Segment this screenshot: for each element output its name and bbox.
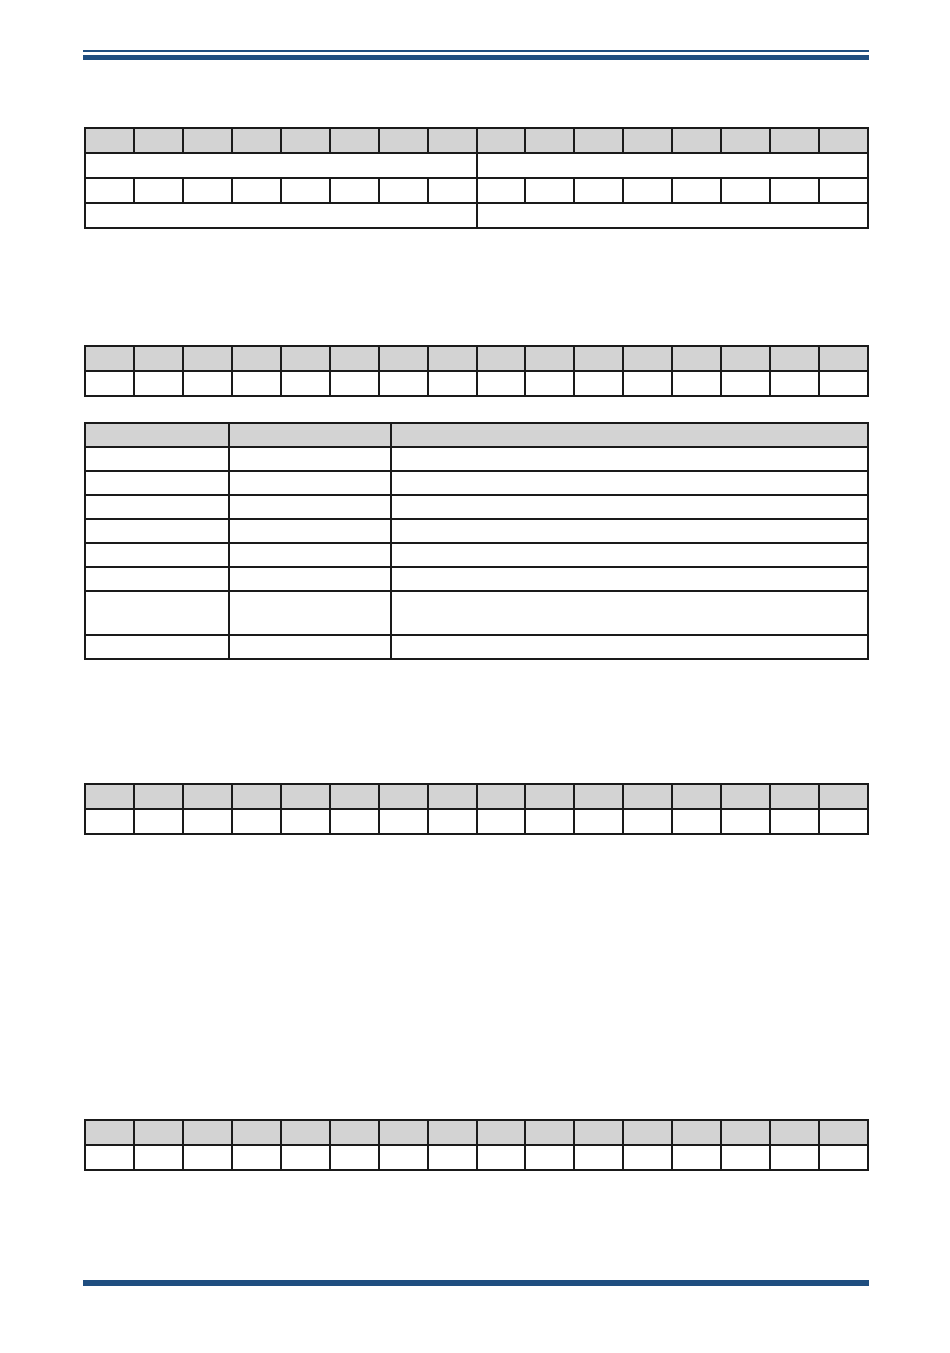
field-cell (721, 371, 770, 396)
column-header (391, 423, 868, 447)
bit-cell (134, 784, 183, 809)
field-cell (330, 371, 379, 396)
table-cell (85, 495, 229, 519)
table-row (85, 471, 868, 495)
field-cell (477, 203, 869, 228)
field-cell (770, 1145, 819, 1170)
table-row (85, 447, 868, 471)
register-table-2 (84, 345, 869, 397)
field-cell (85, 203, 477, 228)
table-cell (229, 471, 391, 495)
field-cell (574, 809, 623, 834)
bit-cell (85, 178, 134, 203)
field-cell (85, 153, 477, 178)
column-header (85, 423, 229, 447)
field-row-low (85, 203, 868, 228)
bit-header-row-low (85, 178, 868, 203)
bit-cell (721, 784, 770, 809)
bit-cell (183, 1120, 232, 1145)
bit-cell (672, 1120, 721, 1145)
bit-header-row-high (85, 128, 868, 153)
bit-cell (379, 346, 428, 371)
field-cell (183, 1145, 232, 1170)
table-cell (85, 591, 229, 635)
field-cell (85, 809, 134, 834)
bit-cell (672, 784, 721, 809)
bit-cell (574, 346, 623, 371)
table-cell (391, 471, 868, 495)
bit-cell (819, 128, 868, 153)
bit-header-row (85, 1120, 868, 1145)
bit-cell (819, 784, 868, 809)
bit-cell (574, 178, 623, 203)
bit-cell (721, 346, 770, 371)
bit-cell (232, 346, 281, 371)
bit-cell (281, 128, 330, 153)
field-cell (281, 371, 330, 396)
bit-cell (428, 128, 477, 153)
table-cell (391, 635, 868, 659)
field-cell (574, 1145, 623, 1170)
bit-cell (623, 1120, 672, 1145)
table-cell (85, 447, 229, 471)
field-cell (428, 371, 477, 396)
field-cell (85, 371, 134, 396)
field-cell (232, 809, 281, 834)
bit-cell (525, 128, 574, 153)
bit-cell (330, 346, 379, 371)
table-row (85, 635, 868, 659)
bit-cell (232, 128, 281, 153)
field-cell (672, 371, 721, 396)
footer-rule (83, 1280, 869, 1286)
field-cell (281, 1145, 330, 1170)
bit-cell (770, 178, 819, 203)
bit-cell (819, 346, 868, 371)
bit-cell (623, 346, 672, 371)
register-table-1 (84, 127, 869, 229)
bit-cell (721, 128, 770, 153)
bit-cell (330, 784, 379, 809)
bit-cell (379, 178, 428, 203)
bit-cell (477, 128, 526, 153)
column-header (229, 423, 391, 447)
table-cell (85, 519, 229, 543)
table-cell (229, 635, 391, 659)
bit-cell (85, 784, 134, 809)
header-rule-thick (83, 55, 869, 60)
field-cell (428, 809, 477, 834)
field-row (85, 1145, 868, 1170)
bit-cell (574, 1120, 623, 1145)
bit-cell (183, 784, 232, 809)
bit-cell (477, 784, 526, 809)
field-cell (574, 371, 623, 396)
bit-cell (623, 178, 672, 203)
bit-cell (770, 784, 819, 809)
bit-cell (85, 128, 134, 153)
field-cell (232, 371, 281, 396)
field-cell (330, 1145, 379, 1170)
field-row-high (85, 153, 868, 178)
bit-cell (281, 1120, 330, 1145)
bit-cell (183, 346, 232, 371)
table-cell (391, 543, 868, 567)
table-row (85, 495, 868, 519)
register-table-4 (84, 1119, 869, 1171)
table-cell (229, 591, 391, 635)
bit-header-row (85, 346, 868, 371)
header-rule-thin (83, 50, 869, 52)
table-cell (229, 543, 391, 567)
table-cell (391, 495, 868, 519)
bit-cell (379, 128, 428, 153)
bit-cell (183, 128, 232, 153)
field-cell (477, 809, 526, 834)
field-cell (134, 371, 183, 396)
bit-cell (330, 128, 379, 153)
bit-cell (477, 178, 526, 203)
field-cell (525, 371, 574, 396)
bit-header-row (85, 784, 868, 809)
bit-cell (183, 178, 232, 203)
bit-cell (134, 346, 183, 371)
field-cell (672, 1145, 721, 1170)
field-cell (232, 1145, 281, 1170)
bit-cell (477, 346, 526, 371)
bit-cell (428, 1120, 477, 1145)
field-cell (379, 371, 428, 396)
table-cell (85, 471, 229, 495)
bit-cell (232, 178, 281, 203)
bit-cell (574, 784, 623, 809)
table-cell (229, 567, 391, 591)
field-cell (819, 371, 868, 396)
field-cell (623, 809, 672, 834)
bit-cell (428, 346, 477, 371)
field-cell (770, 809, 819, 834)
bit-cell (623, 784, 672, 809)
field-cell (134, 1145, 183, 1170)
bit-cell (672, 128, 721, 153)
bit-cell (85, 1120, 134, 1145)
bit-cell (477, 1120, 526, 1145)
field-cell (623, 371, 672, 396)
bit-cell (574, 128, 623, 153)
bit-cell (281, 784, 330, 809)
register-table-3 (84, 783, 869, 835)
table-cell (391, 519, 868, 543)
bit-cell (525, 346, 574, 371)
bit-cell (379, 1120, 428, 1145)
bit-cell (85, 346, 134, 371)
bit-cell (330, 1120, 379, 1145)
description-header-row (85, 423, 868, 447)
bit-cell (428, 784, 477, 809)
bit-cell (134, 178, 183, 203)
table-cell (85, 543, 229, 567)
table-cell (391, 567, 868, 591)
field-cell (477, 153, 869, 178)
bit-cell (672, 346, 721, 371)
bit-cell (819, 178, 868, 203)
bit-cell (819, 1120, 868, 1145)
bit-cell (770, 1120, 819, 1145)
bit-cell (232, 1120, 281, 1145)
bit-cell (330, 178, 379, 203)
field-cell (379, 1145, 428, 1170)
bit-cell (134, 1120, 183, 1145)
field-cell (281, 809, 330, 834)
bit-cell (623, 128, 672, 153)
field-cell (819, 1145, 868, 1170)
field-description-table (84, 422, 869, 660)
bit-cell (672, 178, 721, 203)
field-cell (183, 809, 232, 834)
field-cell (134, 809, 183, 834)
bit-cell (379, 784, 428, 809)
field-cell (525, 1145, 574, 1170)
field-row (85, 371, 868, 396)
bit-cell (770, 128, 819, 153)
bit-cell (770, 346, 819, 371)
table-row (85, 519, 868, 543)
table-cell (229, 447, 391, 471)
bit-cell (281, 346, 330, 371)
field-cell (379, 809, 428, 834)
bit-cell (525, 1120, 574, 1145)
bit-cell (428, 178, 477, 203)
field-row (85, 809, 868, 834)
table-cell (391, 591, 868, 635)
table-row (85, 591, 868, 635)
table-cell (229, 495, 391, 519)
table-cell (229, 519, 391, 543)
table-row (85, 567, 868, 591)
table-cell (391, 447, 868, 471)
bit-cell (281, 178, 330, 203)
table-cell (85, 635, 229, 659)
field-cell (721, 1145, 770, 1170)
field-cell (770, 371, 819, 396)
bit-cell (134, 128, 183, 153)
field-cell (623, 1145, 672, 1170)
field-cell (428, 1145, 477, 1170)
bit-cell (525, 178, 574, 203)
field-cell (477, 1145, 526, 1170)
field-cell (477, 371, 526, 396)
field-cell (721, 809, 770, 834)
field-cell (672, 809, 721, 834)
bit-cell (525, 784, 574, 809)
field-cell (183, 371, 232, 396)
field-cell (85, 1145, 134, 1170)
bit-cell (721, 178, 770, 203)
field-cell (525, 809, 574, 834)
bit-cell (721, 1120, 770, 1145)
field-cell (330, 809, 379, 834)
table-cell (85, 567, 229, 591)
bit-cell (232, 784, 281, 809)
table-row (85, 543, 868, 567)
field-cell (819, 809, 868, 834)
